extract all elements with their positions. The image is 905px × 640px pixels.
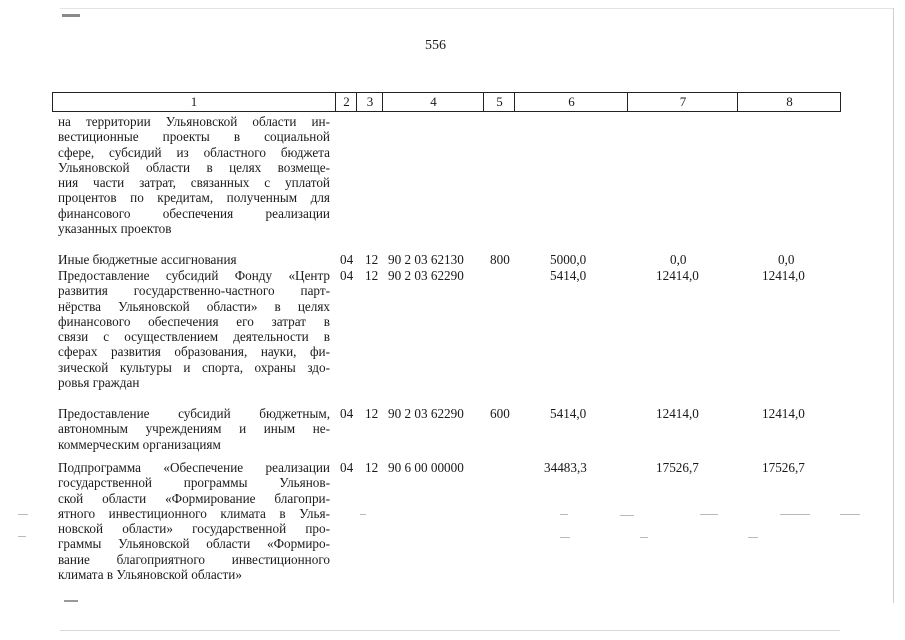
desc-line: развития государственно-частного парт- [58,283,330,299]
scan-noise [360,514,366,515]
desc-line: вестиционные проекты в социальной [58,129,330,145]
desc-line: на территории Ульяновской области ин- [58,114,330,129]
cell-target-article: 90 6 00 00000 [388,460,464,475]
desc-line: автономным учреждениям и иным не- [58,421,330,437]
cell-section: 04 [340,268,354,283]
cell-amount-year2: 0,0 [670,252,687,267]
header-col-7: 7 [627,93,738,111]
cell-target-article: 90 2 03 62290 [388,268,464,283]
scan-noise [748,537,758,538]
desc-line: ской области «Формирование благопри- [58,490,330,506]
desc-line: Подпрограмма «Обеспечение реализации [58,460,330,475]
scan-edge-top [60,8,893,9]
desc-line: ния части затрат, связанных с уплатой [58,175,330,191]
row-description [58,460,330,582]
desc-line: коммерческим организациям [58,436,221,452]
cell-amount-year1: 34483,3 [544,460,587,475]
row-description [58,406,330,452]
header-col-5: 5 [483,93,515,111]
cell-amount-year1: 5000,0 [550,252,587,267]
cell-section: 04 [340,460,354,475]
cell-target-article: 90 2 03 62130 [388,252,464,267]
cell-amount-year3: 12414,0 [762,268,805,283]
scan-noise [780,514,810,515]
scan-noise [560,514,568,515]
header-col-1: 1 [190,94,198,109]
desc-line: ровья граждан [58,375,140,391]
table-header [52,92,841,112]
scan-noise [840,514,860,515]
scan-noise [60,630,840,631]
scan-smudge [62,14,80,17]
cell-section: 04 [340,252,354,267]
desc-line: зической культуры и спорта, охраны здо- [58,359,330,375]
cell-amount-year2: 17526,7 [656,460,699,475]
cell-subsection: 12 [365,460,379,475]
desc-line: нёрства Ульяновской области» в целях [58,298,330,314]
scan-noise [560,537,570,538]
desc-line: Иные бюджетные ассигнования [58,252,237,267]
scan-noise [700,514,718,515]
scan-noise [18,536,26,537]
scan-noise [18,514,28,515]
scan-noise [640,537,648,538]
desc-line: Предоставление субсидий Фонду «Центр [58,268,330,283]
header-col-8: 8 [737,93,841,111]
desc-line: вание благоприятного инвестиционного [58,551,330,567]
row-description [58,114,330,236]
desc-line: государственной программы Ульянов- [58,475,330,491]
cell-amount-year3: 17526,7 [762,460,805,475]
desc-line: связи с осуществлением деятельности в [58,329,330,345]
scan-smudge [64,600,78,602]
desc-line: сферах развития образования, науки, фи- [58,344,330,360]
cell-amount-year2: 12414,0 [656,406,699,421]
row-description [58,268,330,390]
row-description [58,252,330,267]
cell-subsection: 12 [365,406,379,421]
desc-line: финансового обеспечения его затрат в [58,313,330,329]
desc-line: Ульяновской области в целях возмеще- [58,159,330,175]
cell-amount-year2: 12414,0 [656,268,699,283]
cell-subsection: 12 [365,268,379,283]
desc-line: сфере, субсидий из областного бюджета [58,144,330,160]
cell-expense-type: 800 [490,252,510,267]
desc-line: новской области» государственной про- [58,521,330,537]
page-number: 556 [425,38,446,53]
cell-target-article: 90 2 03 62290 [388,406,464,421]
cell-amount-year3: 0,0 [778,252,795,267]
cell-subsection: 12 [365,252,379,267]
cell-amount-year1: 5414,0 [550,406,587,421]
desc-line: процентов по кредитам, полученным для [58,190,330,206]
cell-section: 04 [340,406,354,421]
header-col-6: 6 [514,93,628,111]
desc-line: указанных проектов [58,221,172,237]
header-col-4: 4 [382,93,484,111]
desc-line: ятного инвестиционного климата в Улья- [58,505,330,521]
cell-expense-type: 600 [490,406,510,421]
header-col-2: 2 [335,93,357,111]
cell-amount-year1: 5414,0 [550,268,587,283]
desc-line: Предоставление субсидий бюджетным, [58,406,330,421]
cell-amount-year3: 12414,0 [762,406,805,421]
desc-line: граммы Ульяновской области «Формиро- [58,536,330,552]
desc-line: климата в Ульяновской области» [58,567,242,583]
header-col-3: 3 [356,93,383,111]
scan-edge-right [893,8,894,603]
desc-line: финансового обеспечения реализации [58,205,330,221]
scan-noise [620,515,634,516]
